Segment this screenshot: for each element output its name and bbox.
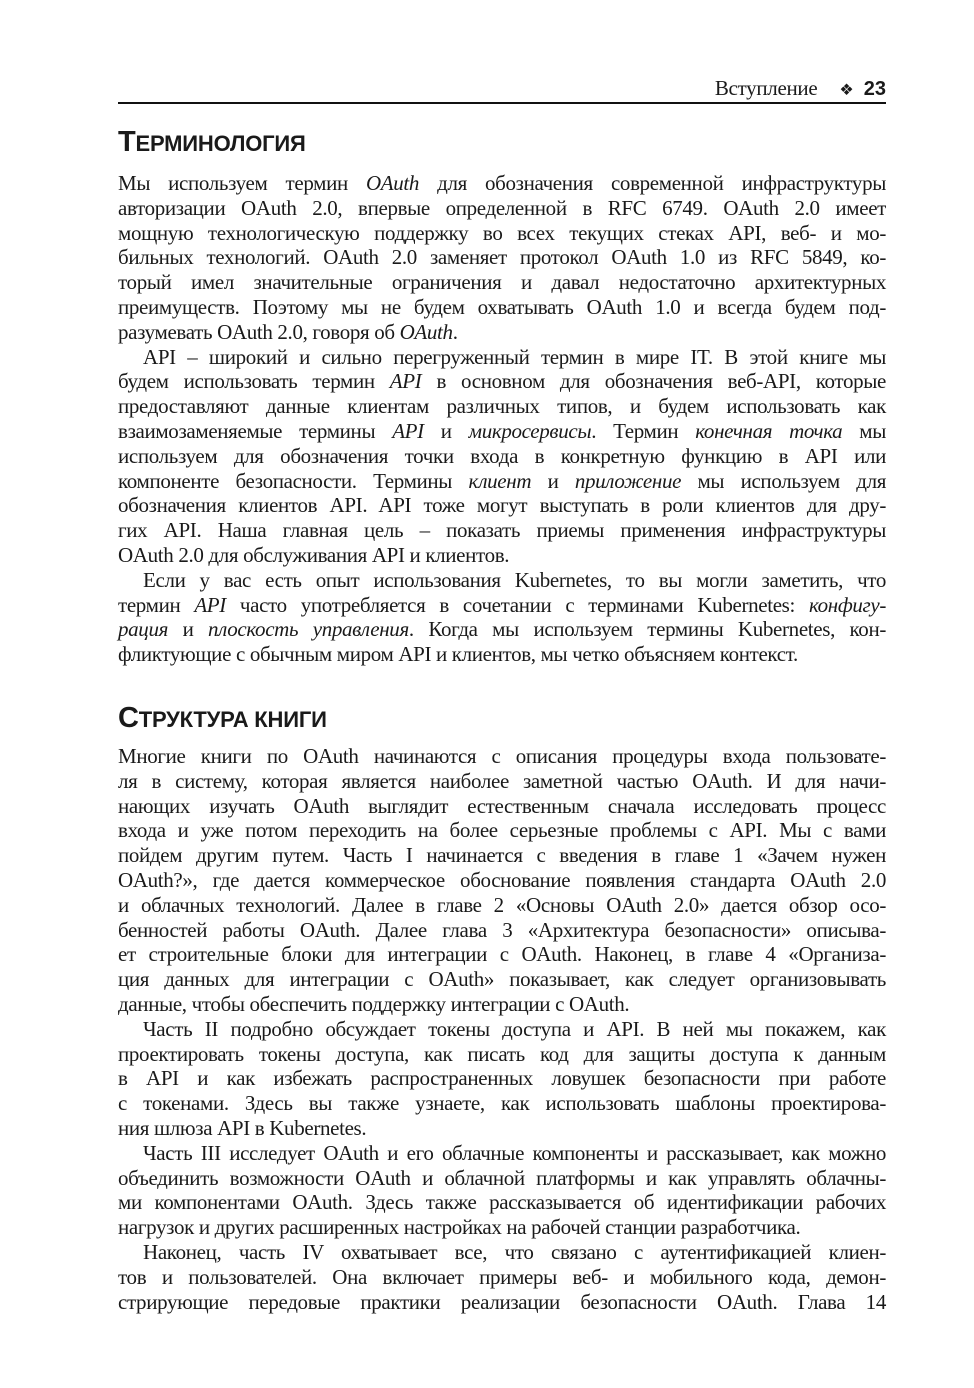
emphasis: приложение: [574, 468, 682, 493]
section-heading: [118, 126, 306, 160]
text-line: Часть II подробно обсуждает токены доступа и API. В ней мы покажем, как: [143, 1016, 886, 1041]
text-line: нающих изучать OAuth выглядит естественным сначала исследовать процесс: [118, 793, 886, 818]
text-line: Наконец, часть IV охватывает все, что связано с аутентификацией клиен-: [143, 1240, 886, 1264]
text-line: обозначения клиентов API. API тоже могут выступать в роли клиентов для дру-: [118, 493, 886, 518]
text-line: торый имел значительные ограничения и давал недостаточно архитектурных: [118, 270, 886, 295]
emphasis: микросервисы: [468, 419, 592, 443]
heading-initial: Т: [118, 126, 136, 158]
text-line: входа и уже потом переходить на более серьезные проблемы с API. Мы с вами: [118, 818, 886, 843]
text-line: ля в систему, которая является наиболее заметной частью OAuth. И для начи-: [118, 768, 886, 793]
emphasis: API: [389, 369, 422, 394]
text-line: и облачных технологий. Далее в главе 2 «Основы OAuth 2.0» дается обзор осо-: [118, 892, 886, 917]
text-line: ция данных для интеграции с OAuth» показывает, как следует организовывать: [118, 967, 886, 992]
text-line: проектировать токены доступа, как писать код для защиты доступа к данным: [118, 1041, 886, 1066]
text-line: стрирующие передовые практики реализации безопасности OAuth. Глава 14: [118, 1289, 886, 1314]
emphasis: рация: [118, 617, 169, 642]
text-line: термин API часто употребляется в сочетании с терминами Kubernetes: конфигу-: [118, 592, 886, 617]
text-line: Часть III исследует OAuth и его облачные компоненты и рассказывает, как можно: [143, 1140, 886, 1165]
text-line: будем использовать термин API в основном для обозначения веб-API, которые: [118, 369, 886, 394]
text-line: тов и пользователей. Она включает примеры веб- и мобильного кода, демон-: [118, 1264, 886, 1289]
text-line: Мы используем термин OAuth для обозначения современной инфраструктуры: [118, 171, 886, 195]
text-line: предоставляют данные клиентам различных типов, и будем использовать как: [118, 394, 886, 419]
emphasis: клиент: [468, 468, 532, 493]
chapter-title: Вступление: [714, 76, 818, 100]
text-line: данные, чтобы обеспечить поддержку интеграции с OAuth.: [118, 992, 630, 1016]
heading-rest: ЕРМИНОЛОГИЯ: [135, 131, 306, 156]
emphasis: конфигу-: [808, 592, 886, 617]
running-header: [118, 74, 886, 102]
emphasis: API: [392, 419, 424, 443]
text-line: Многие книги по OAuth начинаются с описания процедуры входа пользовате-: [118, 744, 886, 768]
text-line: в API и как избежать распространенных ловушек безопасности при работе: [118, 1066, 886, 1091]
text-line: преимуществ. Поэтому мы не будем охватывать OAuth 1.0 и всегда будем под-: [118, 295, 886, 319]
running-header-text: [715, 74, 886, 105]
text-line: OAuth 2.0 для обслуживания API и клиентов.: [118, 543, 510, 567]
text-line: объединить возможности OAuth и облачной платформы и как управлять облачны-: [118, 1165, 886, 1190]
text-line: гих API. Наша главная цель – показать приемы применения инфраструктуры: [118, 518, 886, 543]
text-line: ми компонентами OAuth. Здесь также рассказывается об идентификации рабочих: [118, 1190, 886, 1215]
text-line: ет строительные блоки для интеграции с OAuth. Наконец, в главе 4 «Организа-: [118, 942, 886, 967]
page-number: 23: [863, 78, 886, 100]
header-rule: [118, 102, 886, 104]
emphasis: OAuth: [399, 319, 453, 344]
text-line: с токенами. Здесь вы также узнаете, как использовать шаблоны проектирова-: [118, 1091, 886, 1116]
text-line: мощную технологическую поддержку во всех текущих стеках API, веб- и мо-: [118, 220, 886, 245]
text-line: Если у вас есть опыт использования Kubernetes, то вы могли заметить, что: [143, 567, 886, 592]
text-line: OAuth?», где дается коммерческое обоснование появления стандарта OAuth 2.0: [118, 868, 886, 892]
text-line: ния шлюза API в Kubernetes.: [118, 1116, 367, 1140]
text-line: фликтующие с обычным миром API и клиентов, мы четко объясняем контекст.: [118, 642, 798, 667]
text-line: взаимозаменяемые термины API и микросервисы. Термин конечная точка мы: [118, 419, 886, 443]
text-line: разумевать OAuth 2.0, говоря об OAuth.: [118, 319, 458, 344]
heading-initial: С: [118, 702, 139, 734]
section-heading: [118, 702, 327, 736]
emphasis: API: [194, 592, 226, 617]
text-line: API – широкий и сильно перегруженный термин в мире IT. В этой книге мы: [143, 344, 886, 369]
text-line: авторизации OAuth 2.0, впервые определенной в RFC 6749. OAuth 2.0 имеет: [118, 195, 886, 220]
emphasis: конечная точка: [695, 419, 843, 443]
text-line: бильных технологий. OAuth 2.0 заменяет протокол OAuth 1.0 из RFC 5849, ко-: [118, 245, 886, 270]
text-line: используем для обозначения точки входа в конкретную функцию в API или: [118, 443, 886, 468]
heading-rest: ТРУКТУРА КНИГИ: [138, 707, 327, 732]
text-line: рация и плоскость управления. Когда мы используем термины Kubernetes, кон-: [118, 617, 886, 642]
text-line: компоненте безопасности. Термины клиент и приложение мы используем для: [118, 468, 887, 493]
text-line: пойдем другим путем. Часть I начинается с введения в главе 1 «Зачем нужен: [118, 843, 886, 868]
emphasis: плоскость управления: [208, 617, 409, 642]
ornament-icon: ❖: [839, 82, 854, 99]
text-line: нагрузок и других расширенных настройках на рабочей станции разработчика.: [118, 1215, 801, 1240]
emphasis: OAuth: [365, 171, 420, 195]
text-line: бенностей работы OAuth. Далее глава 3 «Архитектура безопасности» описыва-: [118, 917, 886, 942]
